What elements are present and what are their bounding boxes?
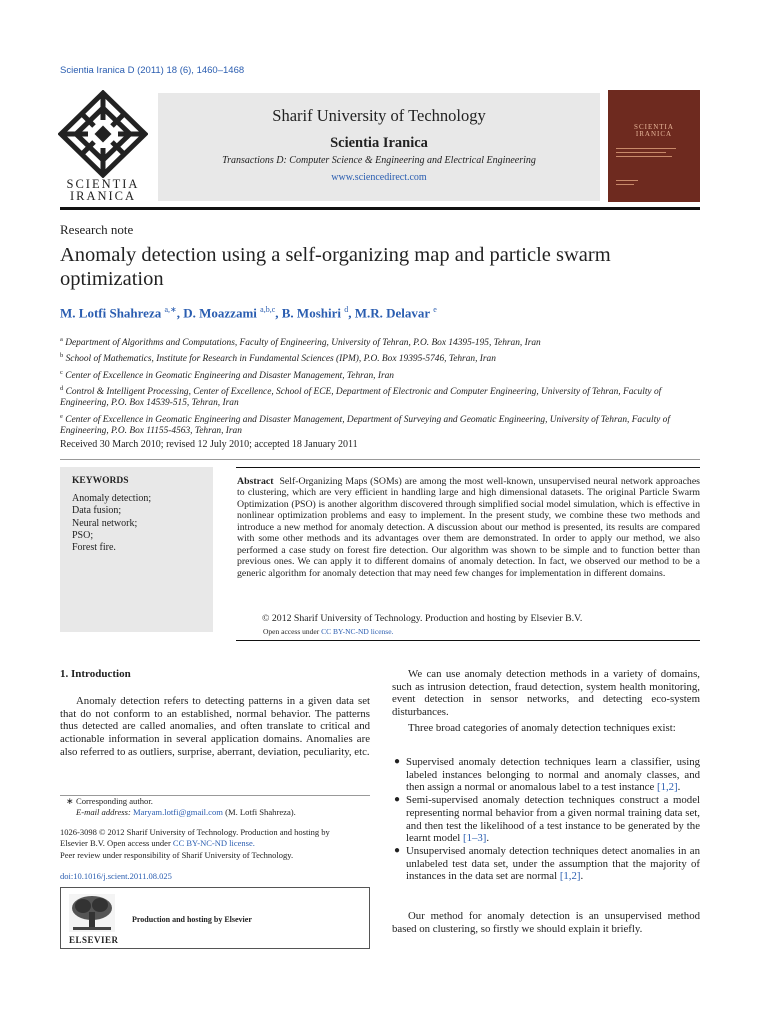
doi-link[interactable]: doi:10.1016/j.scient.2011.08.025 xyxy=(60,871,172,881)
abstract-rule-bottom xyxy=(236,640,700,641)
issn-copyright: 1026-3098 © 2012 Sharif University of Technology. Production and hosting by Elsevier B.V. Open access under CC BY-NC-ND license. Peer review under responsibility of Sharif University of Technology. xyxy=(60,827,330,860)
footnote: ∗ Corresponding author. E-mail address: Maryam.lotfi@gmail.com (M. Lotfi Shahreza). xyxy=(66,796,296,817)
author-name[interactable]: D. Moazzami xyxy=(183,305,257,321)
body-paragraph: Our method for anomaly detection is an unsupervised method based on clustering, so firstly we should explain it briefly. xyxy=(392,910,700,935)
bullet-list xyxy=(392,756,700,883)
abstract-rule-top xyxy=(236,467,700,468)
university-name: Sharif University of Technology xyxy=(272,106,486,125)
abstract-copyright: © 2012 Sharif University of Technology. Production and hosting by Elsevier B.V. xyxy=(262,613,583,624)
journal-url-link[interactable]: www.sciencedirect.com xyxy=(331,172,427,183)
abstract-text: Self-Organizing Maps (SOMs) are among the most well-known, unsupervised neural network approaches to clustering, which are very efficient in handling large and high dimensional datasets. The original Particle Swarm Optimization (PSO) is another algorithm discovered through simplified social model simulation, which is effective in nonlinear optimization problems and easy to implement. In the present study, we combine these two methods and introduce a new method for anomaly detection. A discussion about our method is presented, its results are compared with some other methods and its advantages over them are demonstrated. In order to apply our method, we also performed a case study on forest fire detection. Our algorithm was shown to be simple and to function better than previous ones. We can apply it to different domains of anomaly detection. In fact, we observed our method to be a generic algorithm for anomaly detection that may need few changes for implementation in different domains. xyxy=(237,476,700,579)
elsevier-hosting-box xyxy=(60,887,370,949)
body-paragraph: Three broad categories of anomaly detection techniques exist: xyxy=(408,722,676,734)
keyword: Neural network; xyxy=(72,517,138,529)
author-affil-ref[interactable]: e xyxy=(433,305,437,314)
keyword: Forest fire. xyxy=(72,542,116,554)
keyword-list xyxy=(72,493,151,554)
article-title: Anomaly detection using a self-organizing map and particle swarm optimization xyxy=(60,244,611,290)
affiliation: $^c$ Center of Excellence in Geomatic Engineering and Disaster Management, Tehran, Iran xyxy=(60,368,394,381)
keyword: PSO; xyxy=(72,529,94,541)
list-item: ● Unsupervised anomaly detection techniques detect anomalies in an unlabeled test data set, under the assumption that the majority of instances in the data set are normal [1,2]. xyxy=(394,844,700,883)
author-name[interactable]: M.R. Delavar xyxy=(354,305,430,321)
elsevier-tree-icon xyxy=(69,894,115,932)
bullet-icon: ● xyxy=(394,844,401,856)
open-access-note: Open access under CC BY-NC-ND license. xyxy=(263,627,394,636)
list-item: ● Supervised anomaly detection techniques learn a classifier, using labeled instances belonging to normal and anomaly classes, and then assign a normal or anomalous label to a test instance [1,2]. xyxy=(394,756,700,794)
author-affil-ref[interactable]: d xyxy=(344,305,349,314)
email-link[interactable]: Maryam.lotfi@gmail.com xyxy=(132,807,223,817)
keyword: Anomaly detection; xyxy=(72,493,152,504)
bullet-icon: ● xyxy=(394,756,401,767)
intro-paragraph: Anomaly detection refers to detecting patterns in a given data set that do not conform to an established, normal behavior. The patterns thus detected are called anomalies, and often translate to critical and actionable information in several application domains. Anomalies are also referred to as outliers, surprise, aberrant, deviation, peculiarity, etc. xyxy=(60,695,370,758)
journal-banner xyxy=(158,93,600,201)
keywords-heading: KEYWORDS xyxy=(72,476,129,486)
keywords-box xyxy=(60,467,213,632)
author-list: M. Lotfi Shahreza $^{a,∗}$, D. Moazzami $^{a,b,c}$, B. Moshiri $^d$, M.R. Delavar $^e$ xyxy=(60,305,437,321)
journal-logo xyxy=(58,90,148,205)
affiliation: $^e$ Center of Excellence in Geomatic Engineering and Disaster Management, Department of Surveying and Geomatic Engineering, University of Tehran, Faculty of Engineering, P.O. Box 11155-4563, Tehran, Iran xyxy=(60,412,670,436)
list-item: ● Semi-supervised anomaly detection techniques construct a model representing normal behavior from a given normal training data set, and then test the likelihood of a test instance to be generated by the learnt model [1–3]. xyxy=(394,794,700,845)
affiliation: $^d$ Control & Intelligent Processing, Center of Excellence, School of ECE, Department of Electronic and Computer Engineering, University of Tehran, Faculty of Engineering, P.O. Box 14539-515, Tehran, Iran xyxy=(60,384,662,409)
abstract-heading: Abstract xyxy=(237,476,274,487)
cover-line xyxy=(616,148,676,149)
affiliations xyxy=(60,334,705,438)
author-affil-ref[interactable]: a,∗ xyxy=(164,305,177,314)
knot-logo-icon xyxy=(58,90,148,178)
divider xyxy=(60,459,700,460)
license-link[interactable]: CC BY-NC-ND license. xyxy=(172,838,255,849)
footnote-marker: ∗ xyxy=(66,796,74,806)
affiliation: $^a$ Department of Algorithms and Computations, Faculty of Engineering, University of Tehran, P.O. Box 14395-195, Tehran, Iran xyxy=(60,336,541,349)
affiliation: $^b$ School of Mathematics, Institute for Research in Fundamental Sciences (IPM), P.O. Box 19395-5746, Tehran, Iran xyxy=(60,352,496,365)
bullet-icon: ● xyxy=(394,794,401,806)
logo-text: SCIENTIA IRANICA xyxy=(66,177,140,203)
author-affil-ref[interactable]: a,b,c xyxy=(260,305,276,314)
keyword: Data fusion; xyxy=(72,505,122,517)
cover-title: SCIENTIA IRANICA xyxy=(634,123,674,138)
header-rule xyxy=(60,207,700,210)
elsevier-name: ELSEVIER xyxy=(69,935,119,945)
journal-name: Scientia Iranica xyxy=(330,135,428,151)
reference-link[interactable]: [1,2] xyxy=(656,781,678,794)
hosting-note: Production and hosting by Elsevier xyxy=(132,915,252,924)
author-name[interactable]: M. Lotfi Shahreza xyxy=(60,305,162,321)
author-name[interactable]: B. Moshiri xyxy=(281,305,341,321)
abstract xyxy=(237,476,700,579)
license-link[interactable]: CC BY-NC-ND license. xyxy=(321,627,394,636)
article-type: Research note xyxy=(60,222,134,237)
reference-link[interactable]: [1,2] xyxy=(559,870,581,883)
received-dates: Received 30 March 2010; revised 12 July 2010; accepted 18 January 2011 xyxy=(60,439,358,450)
citation-line[interactable]: Scientia Iranica D (2011) 18 (6), 1460–1468 xyxy=(60,65,245,76)
cover-line xyxy=(616,156,672,157)
journal-cover-thumbnail xyxy=(608,90,700,202)
cover-line xyxy=(616,180,638,181)
body-paragraph: We can use anomaly detection methods in a variety of domains, such as intrusion detection, fraud detection, system health monitoring, event detection in sensor networks, and detecting eco-system disturbances. xyxy=(392,668,700,719)
transactions-line: Transactions D: Computer Science & Engineering and Electrical Engineering xyxy=(222,155,536,166)
cover-line xyxy=(616,152,666,153)
section-heading: 1. Introduction xyxy=(60,668,131,680)
reference-link[interactable]: [1–3] xyxy=(462,832,487,845)
cover-line xyxy=(616,184,634,185)
